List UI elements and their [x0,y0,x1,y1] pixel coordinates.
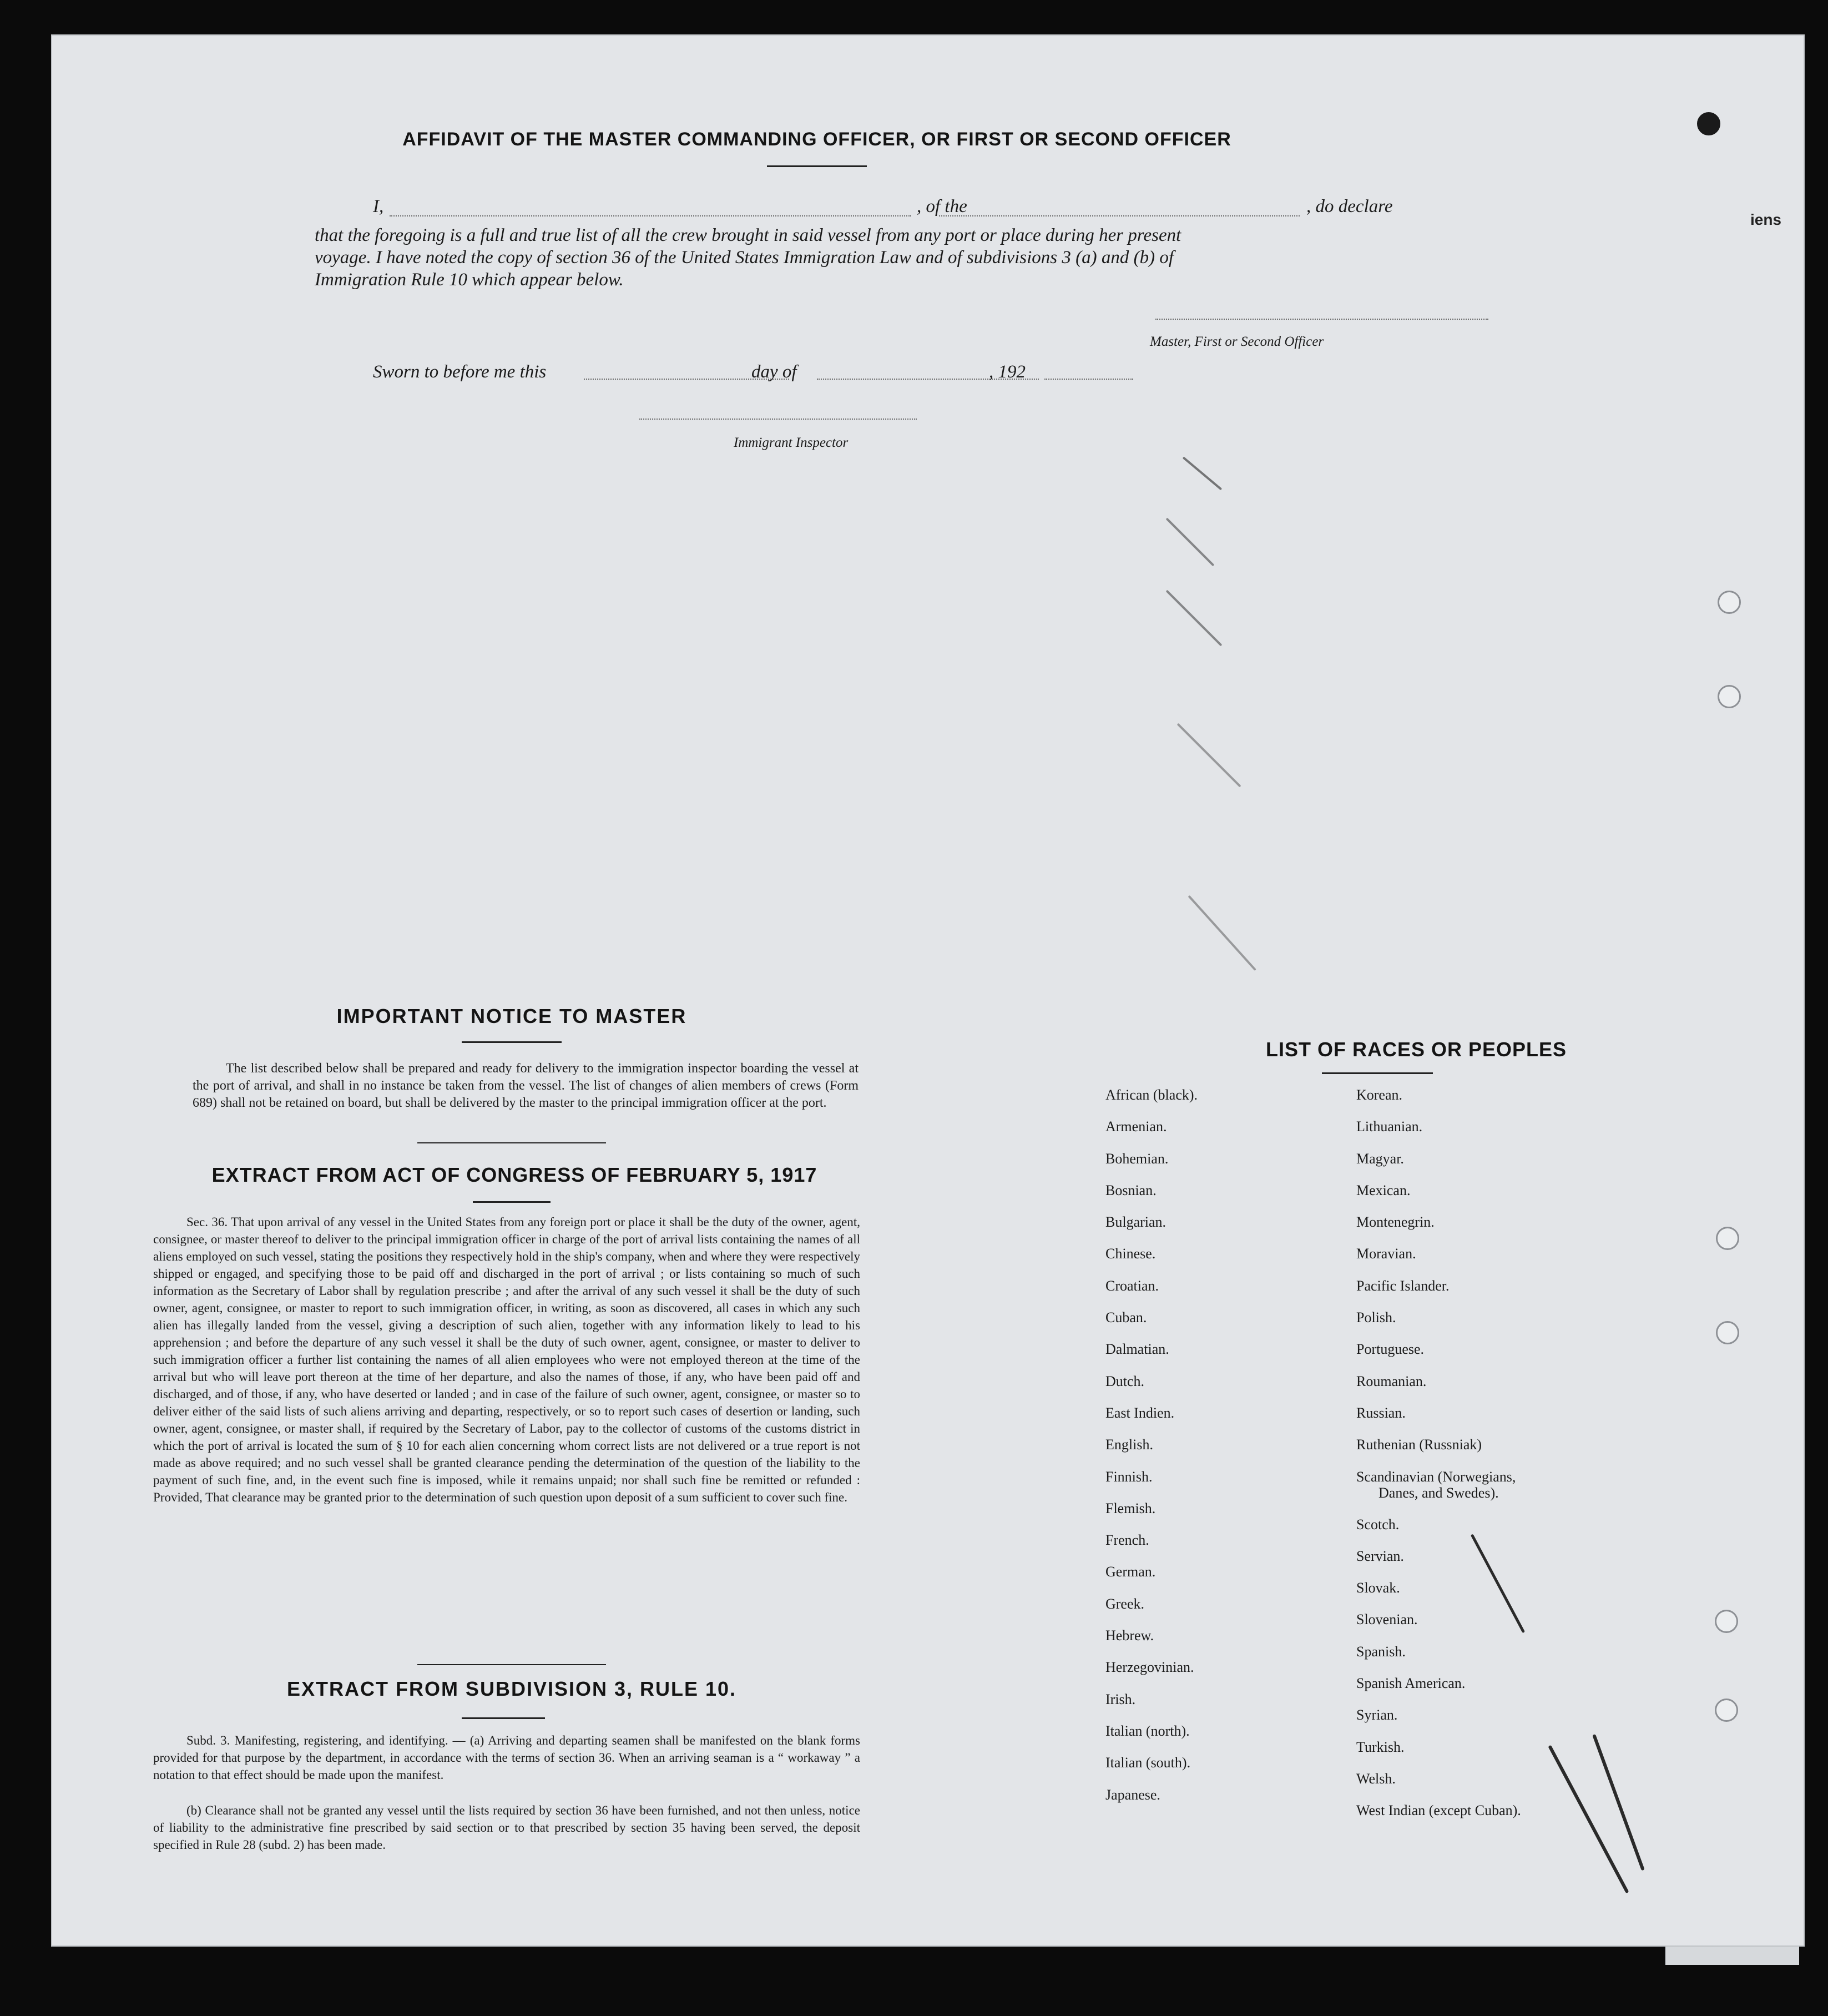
notice-title: IMPORTANT NOTICE TO MASTER [336,1005,687,1027]
edge-text-fragment: iens [1750,211,1781,228]
race-item: Scotch. [1356,1516,1400,1533]
race-item: Servian. [1356,1548,1404,1564]
sworn-label: Sworn to before me this [373,362,547,382]
inspector-signature-field[interactable] [639,419,917,420]
punch-hole [1697,112,1720,135]
race-item: Polish. [1356,1309,1396,1326]
extract-rule-title: EXTRACT FROM SUBDIVISION 3, RULE 10. [286,1677,737,1700]
signer-caption: Master, First or Second Officer [1150,334,1324,349]
race-item: Hebrew. [1105,1627,1154,1644]
extract-act-text: Sec. 36. That upon arrival of any vessel in the United States from any foreign port or place it shall be the duty of the owner, agent, consignee, or master thereof to deliver to the principal immigration officer in charge of the port of arrival lists containing the names of all aliens employed on such vessel, stating the positions they respectively hold in the ship's company, when and where they were respectively shipped or engaged, and specifying those to be paid off and discharged in the port of arrival ; or lists containing so much of such information as the Secretary of Labor shall by regulation prescribe ; and after the arrival of any such vessel it shall be the duty of such owner, agent, consignee, or master to report to such immigration officer, in writing, as soon as discovered, all cases in which any such alien has illegally landed from the vessel, giving a description of such alien, together with any information likely to lead to his apprehension ; and before the departure of any such vessel it shall be the duty of such owner, agent, consignee, or master to deliver to such immigration officer a further list containing the names of all alien employees who were not employed thereon at the time of the arrival but who will leave port thereon at the time of her departure, and also the names of those, if any, who have been paid off and discharged, and of those, if any, who have deserted or landed ; and in case of the failure of such owner, agent, consignee, or master so to deliver either of the said lists of such aliens arriving and departing, respectively, or so to report such cases of desertion or landing, such owner, agent, consignee, or master shall, if required by the Secretary of Labor, pay to the collector of customs of the customs district in which the port of arrival is located the sum of § 10 for each alien concerning whom correct lists are not delivered or a true report is not made as above required; and no such vessel shall be granted clearance pending the determination of the question of the liability to the payment of such fine, and, in the event such fine is imposed, while it remains unpaid; nor shall such fine be remitted or refunded : Provided, That clearance may be granted prior to the determination of such question upon deposit of a sum sufficient to cover such fine. [153,1215,860,1504]
race-item: Armenian. [1105,1118,1167,1135]
race-item: Syrian. [1356,1707,1398,1723]
race-item: Spanish American. [1356,1675,1466,1692]
punch-hole [1718,685,1741,708]
race-item: Pacific Islander. [1356,1277,1450,1294]
punch-hole [1716,1321,1739,1344]
race-item: Dutch. [1105,1373,1145,1389]
pen-stroke [1166,518,1215,567]
race-item: Korean. [1356,1087,1403,1103]
master-signature-field[interactable] [1155,319,1488,320]
race-item: Greek. [1105,1595,1145,1612]
races-column-1 [1105,1087,1198,1818]
race-item: French. [1105,1532,1149,1549]
race-item: Dalmatian. [1105,1341,1169,1358]
punch-hole [1715,1699,1738,1722]
extract-rule-rule [462,1717,545,1719]
race-item: Slovenian. [1356,1611,1418,1628]
race-item: Lithuanian. [1356,1118,1423,1135]
pen-stroke [1183,456,1223,490]
race-item: Bulgarian. [1105,1214,1167,1231]
sworn-year-field[interactable] [1044,379,1133,380]
affidavit-line-4: Immigration Rule 10 which appear below. [315,270,624,290]
affidavit-line-3: voyage. I have noted the copy of section 36 of the United States Immigration Law and of subdivisions 3 (a) and (b) of [315,248,1174,268]
master-name-field[interactable] [390,215,911,216]
race-item: Portuguese. [1356,1341,1425,1358]
race-item: Montenegrin. [1356,1214,1435,1231]
punch-hole [1718,591,1741,614]
race-item: Italian (south). [1105,1755,1191,1771]
notice-title-rule [462,1041,562,1043]
race-item: Mexican. [1356,1182,1411,1198]
race-item: Cuban. [1105,1309,1147,1326]
races-column-2 [1356,1087,1521,1834]
document-page [51,34,1805,1947]
extract-act-rule [473,1201,551,1203]
race-item: Finnish. [1105,1468,1153,1485]
races-title-rule [1322,1072,1433,1074]
pen-stroke [1177,723,1241,788]
race-item: Scandinavian (Norwegians, [1356,1468,1516,1485]
race-item: Irish. [1105,1691,1136,1707]
affidavit-i-label: I, [373,196,384,216]
year-label: , 192 [989,362,1026,382]
race-item: Japanese. [1105,1786,1160,1803]
notice-text: The list described below shall be prepared and ready for delivery to the immigration inspector boarding the vessel at the port of arrival, and shall in no instance be taken from the vessel. The list of changes of alien members of crews (Form 689) shall not be retained on board, but shall be delivered by the master to the principal immigration officer at the port. [193,1061,859,1110]
race-item: Turkish. [1356,1738,1405,1755]
extract-act-title: EXTRACT FROM ACT OF CONGRESS OF FEBRUARY 5, 1917 [211,1163,817,1186]
race-item: Slovak. [1356,1580,1400,1596]
extract-act-end-rule [417,1664,606,1665]
punch-hole [1716,1227,1739,1250]
notice-rule [417,1142,606,1143]
affidavit-line-2: that the foregoing is a full and true list of all the crew brought in said vessel from any port or place during her present [315,225,1181,245]
race-item: Welsh. [1356,1770,1396,1787]
race-item: Herzegovinian. [1105,1659,1194,1676]
race-item: Croatian. [1105,1277,1159,1294]
race-item: Roumanian. [1356,1373,1427,1389]
inspector-caption: Immigrant Inspector [734,435,849,450]
race-item: Chinese. [1105,1246,1156,1262]
race-item: African (black). [1105,1087,1198,1103]
races-title: LIST OF RACES OR PEOPLES [1265,1038,1567,1061]
extract-rule-text-a: Subd. 3. Manifesting, registering, and identifying. — (a) Arriving and departing seamen shall be manifested on the blank forms provided for that purpose by the department, in accordance with the terms of section 36. When an arriving seaman is a “ workaway ” a notation to that effect should be made upon the manifest. [153,1733,860,1782]
race-item: German. [1105,1564,1156,1580]
handwritten-mark [1548,1745,1629,1894]
affidavit-of-the: , of the [917,196,967,216]
race-item: Bosnian. [1105,1182,1157,1198]
pen-stroke [1166,590,1223,647]
pen-stroke [1188,895,1256,971]
race-item: Ruthenian (Russniak) [1356,1437,1482,1453]
affidavit-title: AFFIDAVIT OF THE MASTER COMMANDING OFFICER, OR FIRST OR SECOND OFFICER [402,129,1231,150]
race-item: Bohemian. [1105,1150,1169,1167]
race-item: Spanish. [1356,1643,1406,1660]
extract-rule-text-b: (b) Clearance shall not be granted any vessel until the lists required by section 36 have been furnished, and not then unless, notice of liability to the administrative fine prescribed by said section or to that prescribed by section 35 having been served, the deposit specified in Rule 28 (subd. 2) has been made. [153,1803,860,1852]
punch-hole [1715,1610,1738,1633]
vessel-name-field[interactable] [939,215,1300,216]
affidavit-do-declare: , do declare [1306,196,1393,216]
handwritten-mark [1592,1734,1645,1871]
race-item: West Indian (except Cuban). [1356,1802,1521,1819]
race-item: Magyar. [1356,1150,1404,1167]
race-item: East Indien. [1105,1404,1175,1421]
race-item: Russian. [1356,1404,1406,1421]
race-item: Italian (north). [1105,1722,1190,1739]
race-item: English. [1105,1437,1153,1453]
day-of-label: day of [751,362,797,382]
race-item: Moravian. [1356,1246,1416,1262]
race-item: Flemish. [1105,1500,1156,1516]
affidavit-title-rule [767,165,867,167]
race-item: Danes, and Swedes). [1378,1484,1499,1501]
